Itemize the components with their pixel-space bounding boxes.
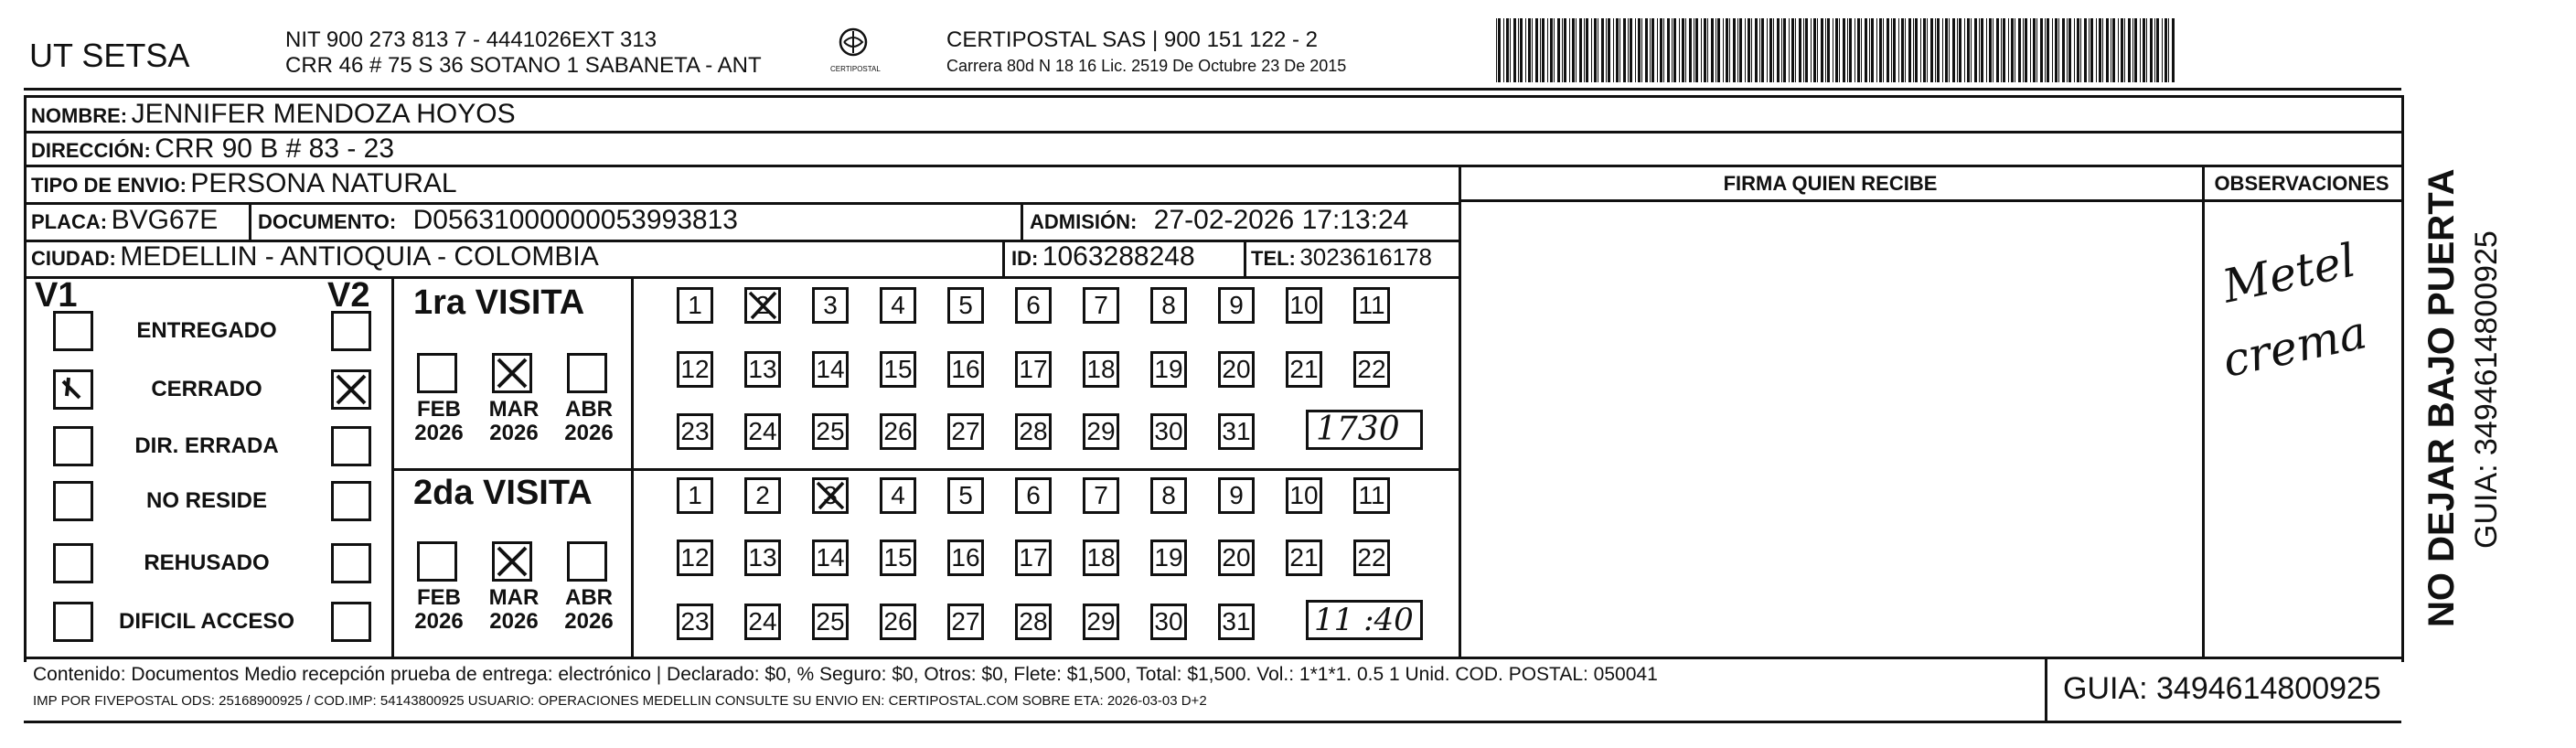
day-box[interactable] <box>1083 351 1119 388</box>
day-number: 16 <box>951 355 980 383</box>
day-box[interactable] <box>1015 351 1052 388</box>
day-number: 2 <box>755 481 770 509</box>
day-box[interactable] <box>880 413 916 450</box>
day-box[interactable] <box>1150 413 1187 450</box>
certipostal-logo: CERTIPOSTAL <box>830 26 876 71</box>
direccion-row <box>31 134 394 165</box>
second-visit-title: 2da VISITA <box>413 474 593 512</box>
day-box[interactable] <box>1286 351 1322 388</box>
day-number: 20 <box>1222 543 1251 572</box>
day-box[interactable] <box>744 604 781 640</box>
day-number: 19 <box>1154 355 1183 383</box>
day-number: 6 <box>1026 481 1041 509</box>
day-box[interactable] <box>677 413 713 450</box>
tipo-row <box>31 168 457 199</box>
v1-checkbox[interactable] <box>53 602 93 642</box>
day-box[interactable] <box>1218 477 1255 514</box>
day-number: 3 <box>823 481 838 509</box>
day-box[interactable] <box>1218 413 1255 450</box>
day-box[interactable] <box>1353 351 1390 388</box>
year-label: 2026 <box>414 609 464 634</box>
day-number: 23 <box>680 607 710 636</box>
v2-checkbox[interactable] <box>331 426 371 466</box>
day-number: 8 <box>1161 291 1176 319</box>
barcode <box>1496 18 2176 82</box>
documento-label: DOCUMENTO: <box>258 210 397 233</box>
day-box[interactable] <box>744 413 781 450</box>
no-dejar-bajo-puerta: NO DEJAR BAJO PUERTA <box>2421 168 2462 627</box>
day-box[interactable] <box>1353 540 1390 576</box>
year-label: 2026 <box>489 421 539 445</box>
day-box[interactable] <box>744 287 781 324</box>
second-visit-time: 11 :40 <box>1314 602 1414 638</box>
month-checkbox[interactable] <box>492 541 532 582</box>
month-checkbox[interactable] <box>567 541 607 582</box>
day-number: 13 <box>748 355 777 383</box>
day-box[interactable] <box>1218 604 1255 640</box>
documento-value: D05631000000053993813 <box>412 205 738 235</box>
day-number: 27 <box>951 607 980 636</box>
v2-checkbox[interactable] <box>331 311 371 351</box>
day-box[interactable] <box>880 351 916 388</box>
status-label: NO RESIDE <box>145 488 268 513</box>
day-number: 9 <box>1229 481 1244 509</box>
day-number: 1 <box>688 291 702 319</box>
year-label: 2026 <box>564 421 614 445</box>
day-box[interactable] <box>947 477 984 514</box>
day-number: 21 <box>1289 543 1319 572</box>
day-number: 4 <box>891 291 905 319</box>
first-visit-time: 1730 <box>1316 411 1400 448</box>
day-mark <box>812 477 849 514</box>
day-box[interactable] <box>947 287 984 324</box>
day-number: 15 <box>883 355 913 383</box>
day-number: 1 <box>688 481 702 509</box>
day-box[interactable] <box>1083 604 1119 640</box>
carrier-line: CERTIPOSTAL SAS | 900 151 122 - 2 <box>946 27 1318 52</box>
month-label: FEB <box>417 397 461 422</box>
day-number: 20 <box>1222 355 1251 383</box>
day-box[interactable] <box>1015 477 1052 514</box>
day-number: 18 <box>1086 355 1116 383</box>
observaciones-note-1: Metel <box>2218 233 2360 314</box>
day-number: 5 <box>958 291 973 319</box>
carrier-license: Carrera 80d N 18 16 Lic. 2519 De Octubre 23 De 2015 <box>946 57 1347 75</box>
day-number: 22 <box>1357 543 1386 572</box>
admision-value: 27-02-2026 17:13:24 <box>1153 205 1409 235</box>
year-label: 2026 <box>414 421 464 445</box>
day-number: 14 <box>816 543 845 572</box>
id-field <box>1011 241 1195 272</box>
day-box[interactable] <box>1015 604 1052 640</box>
direccion-label: DIRECCIÓN: <box>31 139 151 162</box>
day-number: 7 <box>1094 481 1108 509</box>
v2-checkbox[interactable] <box>331 481 371 521</box>
month-label: FEB <box>417 585 461 610</box>
status-label: CERRADO <box>151 377 262 401</box>
day-number: 24 <box>748 607 777 636</box>
admision-field <box>1030 205 1408 236</box>
day-number: 26 <box>883 417 913 445</box>
day-box[interactable] <box>1286 477 1322 514</box>
day-number: 13 <box>748 543 777 572</box>
firma-header: FIRMA QUIEN RECIBE <box>1723 172 1938 195</box>
day-box[interactable] <box>947 540 984 576</box>
day-box[interactable] <box>1150 477 1187 514</box>
tipo-value: PERSONA NATURAL <box>190 168 457 198</box>
day-box[interactable] <box>947 413 984 450</box>
day-number: 4 <box>891 481 905 509</box>
year-label: 2026 <box>489 609 539 634</box>
day-number: 7 <box>1094 291 1108 319</box>
v1-checkbox[interactable] <box>53 543 93 583</box>
day-number: 8 <box>1161 481 1176 509</box>
day-number: 10 <box>1289 481 1319 509</box>
status-label: DIR. ERRADA <box>134 433 279 458</box>
v1-checkbox[interactable] <box>53 481 93 521</box>
day-box[interactable] <box>880 287 916 324</box>
day-number: 6 <box>1026 291 1041 319</box>
tipo-label: TIPO DE ENVIO: <box>31 174 187 197</box>
day-number: 14 <box>816 355 845 383</box>
day-number: 28 <box>1019 607 1048 636</box>
day-box[interactable] <box>812 351 849 388</box>
day-box[interactable] <box>677 287 713 324</box>
day-box[interactable] <box>1218 287 1255 324</box>
day-box[interactable] <box>947 604 984 640</box>
day-number: 25 <box>816 417 845 445</box>
day-box[interactable] <box>1353 477 1390 514</box>
day-box[interactable] <box>1083 477 1119 514</box>
day-box[interactable] <box>744 351 781 388</box>
status-label: DIFICIL ACCESO <box>118 609 294 634</box>
day-number: 30 <box>1154 417 1183 445</box>
month-label: ABR <box>565 585 613 610</box>
day-number: 17 <box>1019 355 1048 383</box>
day-number: 11 <box>1358 291 1385 319</box>
day-box[interactable] <box>1083 413 1119 450</box>
v2-checkbox[interactable] <box>331 369 371 410</box>
day-box[interactable] <box>1015 540 1052 576</box>
day-number: 22 <box>1357 355 1386 383</box>
day-number: 25 <box>816 607 845 636</box>
day-box[interactable] <box>1150 287 1187 324</box>
observaciones-note-2: crema <box>2218 305 2372 388</box>
day-box[interactable] <box>744 477 781 514</box>
day-number: 28 <box>1019 417 1048 445</box>
tel-field <box>1251 243 1432 272</box>
day-box[interactable] <box>677 477 713 514</box>
month-checkbox[interactable] <box>417 353 457 393</box>
month-label: MAR <box>488 585 540 610</box>
day-box[interactable] <box>1015 287 1052 324</box>
day-box[interactable] <box>812 540 849 576</box>
address-line: CRR 46 # 75 S 36 SOTANO 1 SABANETA - ANT <box>285 53 762 78</box>
v1-checkbox[interactable] <box>53 311 93 351</box>
ciudad-label: CIUDAD: <box>31 247 116 270</box>
v1-checkbox[interactable] <box>53 426 93 466</box>
nit-line: NIT 900 273 813 7 - 4441026EXT 313 <box>285 27 657 52</box>
day-number: 12 <box>680 355 710 383</box>
first-visit-time-box <box>1306 410 1423 450</box>
day-box[interactable] <box>1150 540 1187 576</box>
v2-checkbox[interactable] <box>331 602 371 642</box>
nombre-row <box>31 99 516 130</box>
day-box[interactable] <box>744 540 781 576</box>
day-number: 16 <box>951 543 980 572</box>
day-number: 19 <box>1154 543 1183 572</box>
day-number: 11 <box>1358 481 1385 509</box>
side-guia: GUIA: 3494614800925 <box>2469 230 2504 549</box>
id-value: 1063288248 <box>1042 241 1195 272</box>
day-box[interactable] <box>880 477 916 514</box>
nombre-value: JENNIFER MENDOZA HOYOS <box>131 99 516 129</box>
imp-text: IMP POR FIVEPOSTAL ODS: 25168900925 / COD.IMP: 54143800925 USUARIO: OPERACIONES MEDELLIN CONSULTE SU ENVIO EN: CERTIPOSTAL.COM SOBRE ETA: 2026-03-03 D+2 <box>33 693 1207 709</box>
day-number: 9 <box>1229 291 1244 319</box>
day-box[interactable] <box>677 540 713 576</box>
day-box[interactable] <box>1218 540 1255 576</box>
day-number: 15 <box>883 543 913 572</box>
day-number: 26 <box>883 607 913 636</box>
month-label: ABR <box>565 397 613 422</box>
day-number: 23 <box>680 417 710 445</box>
day-box[interactable] <box>677 604 713 640</box>
month-checkbox[interactable] <box>567 353 607 393</box>
day-number: 24 <box>748 417 777 445</box>
day-box[interactable] <box>947 351 984 388</box>
day-box[interactable] <box>812 287 849 324</box>
second-visit-time-box <box>1306 600 1423 640</box>
ciudad-value: MEDELLIN - ANTIOQUIA - COLOMBIA <box>120 241 599 272</box>
v1-header: V1 <box>35 276 78 315</box>
day-box[interactable] <box>812 413 849 450</box>
day-box[interactable] <box>1083 540 1119 576</box>
day-box[interactable] <box>1218 351 1255 388</box>
admision-label: ADMISIÓN: <box>1030 210 1138 233</box>
day-box[interactable] <box>880 604 916 640</box>
day-box[interactable] <box>677 351 713 388</box>
day-box[interactable] <box>812 604 849 640</box>
day-box[interactable] <box>1286 540 1322 576</box>
day-box[interactable] <box>1150 351 1187 388</box>
day-box[interactable] <box>812 477 849 514</box>
first-visit-title: 1ra VISITA <box>413 283 585 322</box>
nombre-label: NOMBRE: <box>31 104 128 127</box>
contenido-text: Contenido: Documentos Medio recepción prueba de entrega: electrónico | Declarado: $0, % Seguro: $0, Otros: $0, Flete: $1,500, Total: $1,500. Vol.: 1*1*1. 0.5 1 Unid. COD. POSTAL: 050041 <box>33 664 1658 685</box>
day-number: 29 <box>1086 607 1116 636</box>
tel-label: TEL: <box>1251 247 1296 270</box>
ciudad-field <box>31 241 599 272</box>
v2-header: V2 <box>327 276 370 315</box>
tel-value: 3023616178 <box>1299 243 1432 271</box>
footer-guia: GUIA: 3494614800925 <box>2063 671 2381 706</box>
day-box[interactable] <box>1353 287 1390 324</box>
day-box[interactable] <box>1015 413 1052 450</box>
day-number: 12 <box>680 543 710 572</box>
day-mark <box>744 287 781 324</box>
day-number: 3 <box>823 291 838 319</box>
day-box[interactable] <box>1286 287 1322 324</box>
observaciones-header: OBSERVACIONES <box>2214 172 2389 195</box>
day-number: 10 <box>1289 291 1319 319</box>
id-label: ID: <box>1011 247 1039 270</box>
month-label: MAR <box>488 397 540 422</box>
month-checkbox[interactable] <box>492 353 532 393</box>
day-number: 2 <box>755 291 770 319</box>
day-number: 5 <box>958 481 973 509</box>
day-number: 27 <box>951 417 980 445</box>
v2-checkbox[interactable] <box>331 543 371 583</box>
documento-field <box>258 205 738 236</box>
placa-value: BVG67E <box>111 205 219 235</box>
status-label: REHUSADO <box>144 550 270 575</box>
day-box[interactable] <box>1150 604 1187 640</box>
day-number: 31 <box>1222 417 1251 445</box>
day-number: 29 <box>1086 417 1116 445</box>
v1-checkbox[interactable] <box>53 369 93 410</box>
day-box[interactable] <box>1083 287 1119 324</box>
status-label: ENTREGADO <box>136 318 277 343</box>
day-number: 30 <box>1154 607 1183 636</box>
placa-label: PLACA: <box>31 210 108 233</box>
company-name: UT SETSA <box>29 37 190 74</box>
day-number: 21 <box>1289 355 1319 383</box>
year-label: 2026 <box>564 609 614 634</box>
direccion-value: CRR 90 B # 83 - 23 <box>155 134 395 164</box>
day-number: 31 <box>1222 607 1251 636</box>
placa-field <box>31 205 218 236</box>
day-box[interactable] <box>880 540 916 576</box>
day-number: 18 <box>1086 543 1116 572</box>
day-number: 17 <box>1019 543 1048 572</box>
month-checkbox[interactable] <box>417 541 457 582</box>
